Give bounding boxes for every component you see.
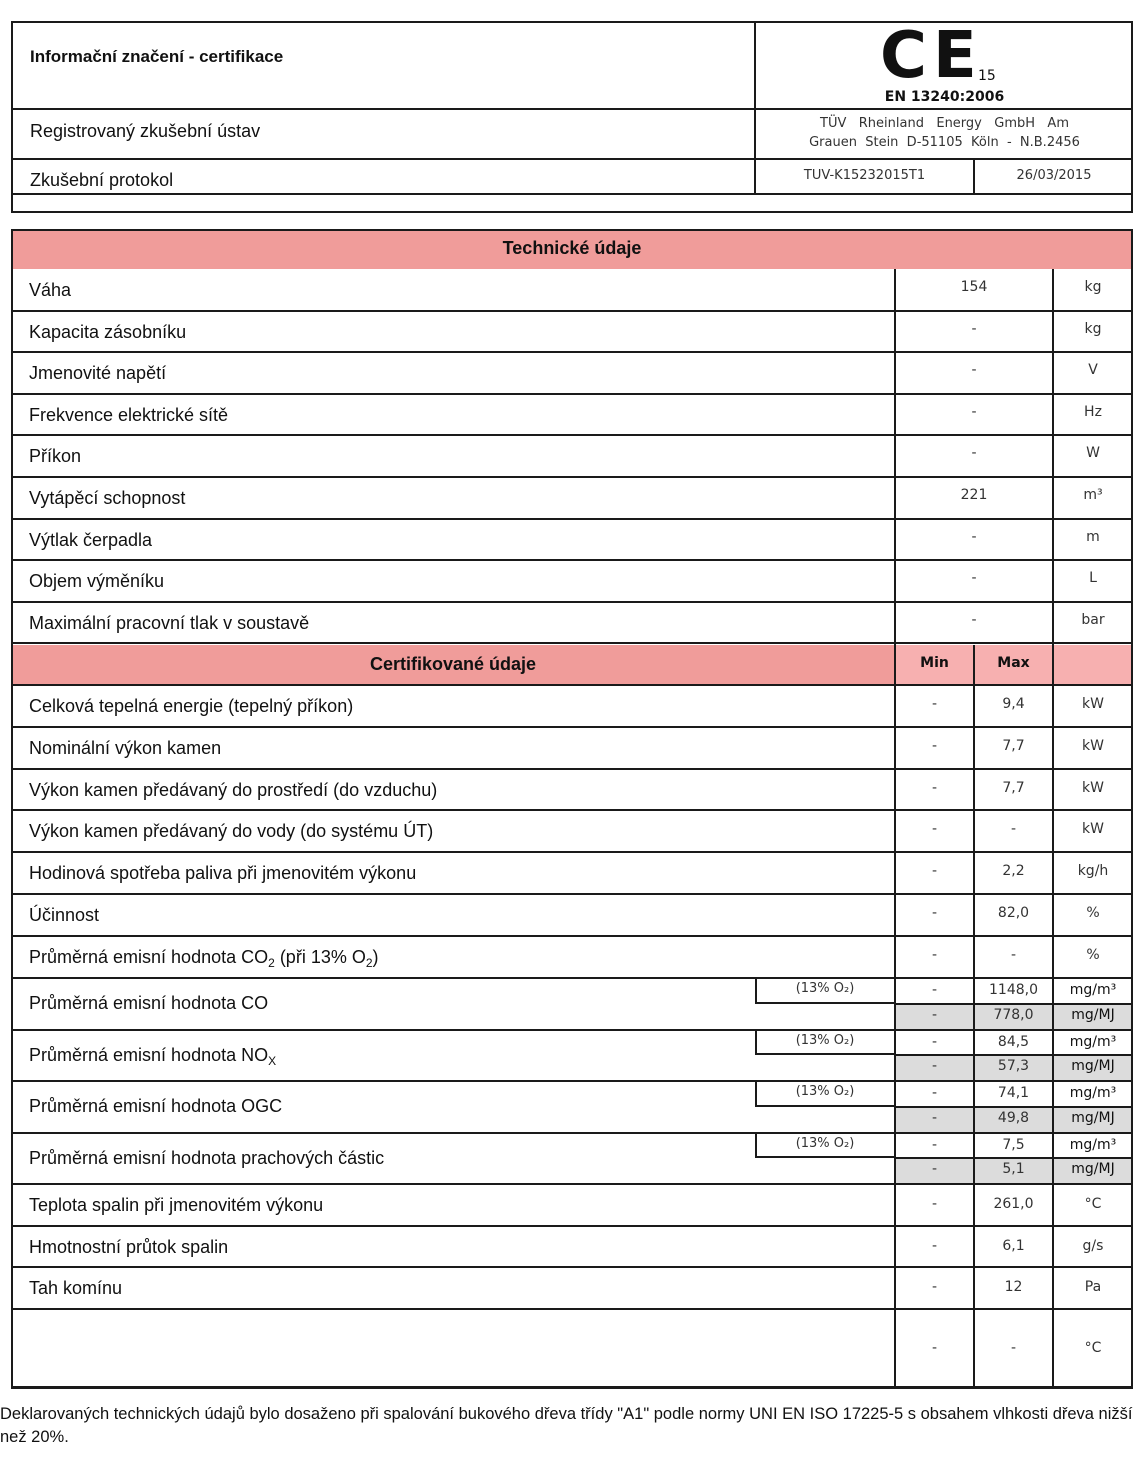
row-label: Průměrná emisní hodnota $CO_2$ (při 13% $O_2$) bbox=[29, 947, 379, 970]
row-min: - bbox=[931, 780, 938, 796]
row-value: 221 bbox=[960, 487, 988, 503]
row-min: - bbox=[931, 1279, 938, 1295]
row-max: - bbox=[1010, 1340, 1017, 1356]
row-value: - bbox=[971, 362, 977, 378]
row-unit: kg bbox=[1084, 279, 1102, 295]
reference-o2: (13% O₂) bbox=[795, 1084, 855, 1099]
row-min: - bbox=[931, 738, 938, 754]
unit-m3: mg/m³ bbox=[1069, 1137, 1117, 1153]
emission-label: Průměrná emisní hodnota OGC bbox=[29, 1096, 283, 1116]
row-label: Výtlak čerpadla bbox=[29, 530, 153, 550]
row-min: - bbox=[931, 821, 938, 837]
row-min: - bbox=[931, 1238, 938, 1254]
row-max: 6,1 bbox=[1002, 1238, 1025, 1254]
value-max-mj: 57,3 bbox=[997, 1058, 1030, 1074]
standard-code: EN 13240:2006 bbox=[884, 89, 1005, 105]
col-min-header: Min bbox=[920, 655, 949, 671]
row-min: - bbox=[931, 947, 938, 963]
row-label: Hodinová spotřeba paliva při jmenovitém výkonu bbox=[29, 863, 417, 883]
reference-o2: (13% O₂) bbox=[795, 1033, 855, 1048]
row-unit: m bbox=[1086, 529, 1100, 545]
row-unit: % bbox=[1086, 947, 1100, 963]
emission-label: Průměrná emisní hodnota $NO_X$ bbox=[29, 1045, 277, 1068]
unit-m3: mg/m³ bbox=[1069, 982, 1117, 998]
row-label: Jmenovité napětí bbox=[29, 363, 167, 383]
row-value: - bbox=[971, 612, 977, 628]
row-unit: kW bbox=[1082, 738, 1104, 754]
row-unit: W bbox=[1086, 445, 1100, 461]
cert-divider-h1 bbox=[11, 108, 1133, 110]
ce-mark-logo: CE bbox=[880, 19, 983, 93]
col-divider bbox=[1052, 269, 1054, 1388]
row-max: 9,4 bbox=[1002, 696, 1025, 712]
value-min-m3: - bbox=[931, 1137, 938, 1153]
row-unit: m³ bbox=[1083, 487, 1103, 503]
row-unit: g/s bbox=[1082, 1238, 1104, 1254]
row-min: - bbox=[931, 1196, 938, 1212]
protocol-date: 26/03/2015 bbox=[1016, 168, 1092, 183]
row-label: Maximální pracovní tlak v soustavě bbox=[29, 613, 310, 633]
reference-o2: (13% O₂) bbox=[795, 1136, 855, 1151]
value-min-mj: - bbox=[931, 1110, 938, 1126]
row-unit: kW bbox=[1082, 821, 1104, 837]
lab-label: Registrovaný zkušební ústav bbox=[30, 121, 261, 141]
row-max: - bbox=[1010, 821, 1017, 837]
row-label: Teplota spalin při jmenovitém výkonu bbox=[29, 1195, 324, 1215]
row-max: 12 bbox=[1004, 1279, 1023, 1295]
value-max-m3: 84,5 bbox=[997, 1034, 1030, 1050]
value-max-mj: 5,1 bbox=[1002, 1161, 1025, 1177]
unit-m3: mg/m³ bbox=[1069, 1085, 1117, 1101]
row-label: Výkon kamen předávaný do prostředí (do vzduchu) bbox=[29, 780, 438, 800]
footnote: Deklarovaných technických údajů bylo dosaženo při spalování bukového dřeva třídy "A1" podle normy UNI EN ISO 17225-5 s obsahem vlhkosti dřeva nižší než 20%. bbox=[0, 1405, 1133, 1446]
value-max-mj: 49,8 bbox=[997, 1110, 1030, 1126]
row-label: Objem výměníku bbox=[29, 571, 165, 591]
row-max: 261,0 bbox=[993, 1196, 1034, 1212]
ce-year: 15 bbox=[978, 68, 996, 84]
col-max-header: Max bbox=[997, 655, 1030, 671]
row-label: Nominální výkon kamen bbox=[29, 738, 222, 758]
col-divider bbox=[894, 269, 896, 1388]
value-min-m3: - bbox=[931, 982, 938, 998]
emission-label: Průměrná emisní hodnota CO bbox=[29, 993, 269, 1013]
row-unit: kW bbox=[1082, 780, 1104, 796]
row-value: - bbox=[971, 445, 977, 461]
row-label: Vytápěcí schopnost bbox=[29, 488, 186, 508]
row-unit: °C bbox=[1084, 1196, 1102, 1212]
unit-mj: mg/MJ bbox=[1071, 1161, 1115, 1177]
row-min: - bbox=[931, 863, 938, 879]
row-max: - bbox=[1010, 947, 1017, 963]
value-min-m3: - bbox=[931, 1034, 938, 1050]
value-min-mj: - bbox=[931, 1007, 938, 1023]
row-unit: V bbox=[1088, 362, 1098, 378]
row-label: Účinnost bbox=[29, 905, 100, 925]
row-unit: °C bbox=[1084, 1340, 1102, 1356]
row-label: Tah komínu bbox=[29, 1278, 123, 1298]
row-value: - bbox=[971, 404, 977, 420]
row-label: Výkon kamen předávaný do vody (do systému ÚT) bbox=[29, 821, 434, 841]
technical-header-title: Technické údaje bbox=[502, 238, 642, 258]
unit-m3: mg/m³ bbox=[1069, 1034, 1117, 1050]
row-max: 7,7 bbox=[1002, 780, 1025, 796]
row-value: - bbox=[971, 570, 977, 586]
row-max: 7,7 bbox=[1002, 738, 1025, 754]
row-label: Příkon bbox=[29, 446, 82, 466]
row-label: Kapacita zásobníku bbox=[29, 322, 187, 342]
row-max: 2,2 bbox=[1002, 863, 1025, 879]
reference-o2: (13% O₂) bbox=[795, 981, 855, 996]
cert-title: Informační značení - certifikace bbox=[30, 47, 284, 66]
row-min: - bbox=[931, 696, 938, 712]
row-unit: bar bbox=[1081, 612, 1105, 628]
value-max-m3: 1148,0 bbox=[989, 982, 1038, 998]
cert-divider-h3 bbox=[11, 193, 1133, 195]
row-unit: Pa bbox=[1084, 1279, 1102, 1295]
row-unit: kg/h bbox=[1077, 863, 1109, 879]
value-min-mj: - bbox=[931, 1058, 938, 1074]
protocol-number: TUV-K15232015T1 bbox=[803, 168, 926, 183]
row-label: Frekvence elektrické sítě bbox=[29, 405, 229, 425]
value-min-mj: - bbox=[931, 1161, 938, 1177]
cert-divider-h2 bbox=[11, 158, 1133, 160]
row-label: Váha bbox=[29, 280, 72, 300]
emission-label: Průměrná emisní hodnota prachových částic bbox=[29, 1148, 385, 1168]
certified-header-title: Certifikované údaje bbox=[369, 654, 537, 674]
unit-mj: mg/MJ bbox=[1071, 1110, 1115, 1126]
technical-table-border bbox=[11, 229, 1133, 1388]
row-unit: kW bbox=[1082, 696, 1104, 712]
row-value: - bbox=[971, 529, 977, 545]
value-min-m3: - bbox=[931, 1085, 938, 1101]
col-divider bbox=[973, 645, 975, 1388]
value-max-m3: 74,1 bbox=[997, 1085, 1030, 1101]
value-max-mj: 778,0 bbox=[993, 1007, 1034, 1023]
lab-line-2: Grauen Stein D-51105 Köln - N.B.2456 bbox=[809, 135, 1080, 150]
row-label: Hmotnostní průtok spalin bbox=[29, 1237, 229, 1257]
row-unit: kg bbox=[1084, 321, 1102, 337]
row-value: 154 bbox=[960, 279, 988, 295]
row-max: 82,0 bbox=[997, 905, 1030, 921]
unit-mj: mg/MJ bbox=[1071, 1058, 1115, 1074]
row-min: - bbox=[931, 1340, 938, 1356]
row-unit: % bbox=[1086, 905, 1100, 921]
row-value: - bbox=[971, 321, 977, 337]
lab-line-1: TÜV Rheinland Energy GmbH Am bbox=[820, 116, 1069, 131]
row-unit: L bbox=[1089, 570, 1097, 586]
row-label: Celková tepelná energie (tepelný příkon) bbox=[29, 696, 354, 716]
row-unit: Hz bbox=[1084, 404, 1102, 420]
row-min: - bbox=[931, 905, 938, 921]
unit-mj: mg/MJ bbox=[1071, 1007, 1115, 1023]
protocol-label: Zkušební protokol bbox=[30, 170, 174, 190]
value-max-m3: 7,5 bbox=[1002, 1137, 1025, 1153]
